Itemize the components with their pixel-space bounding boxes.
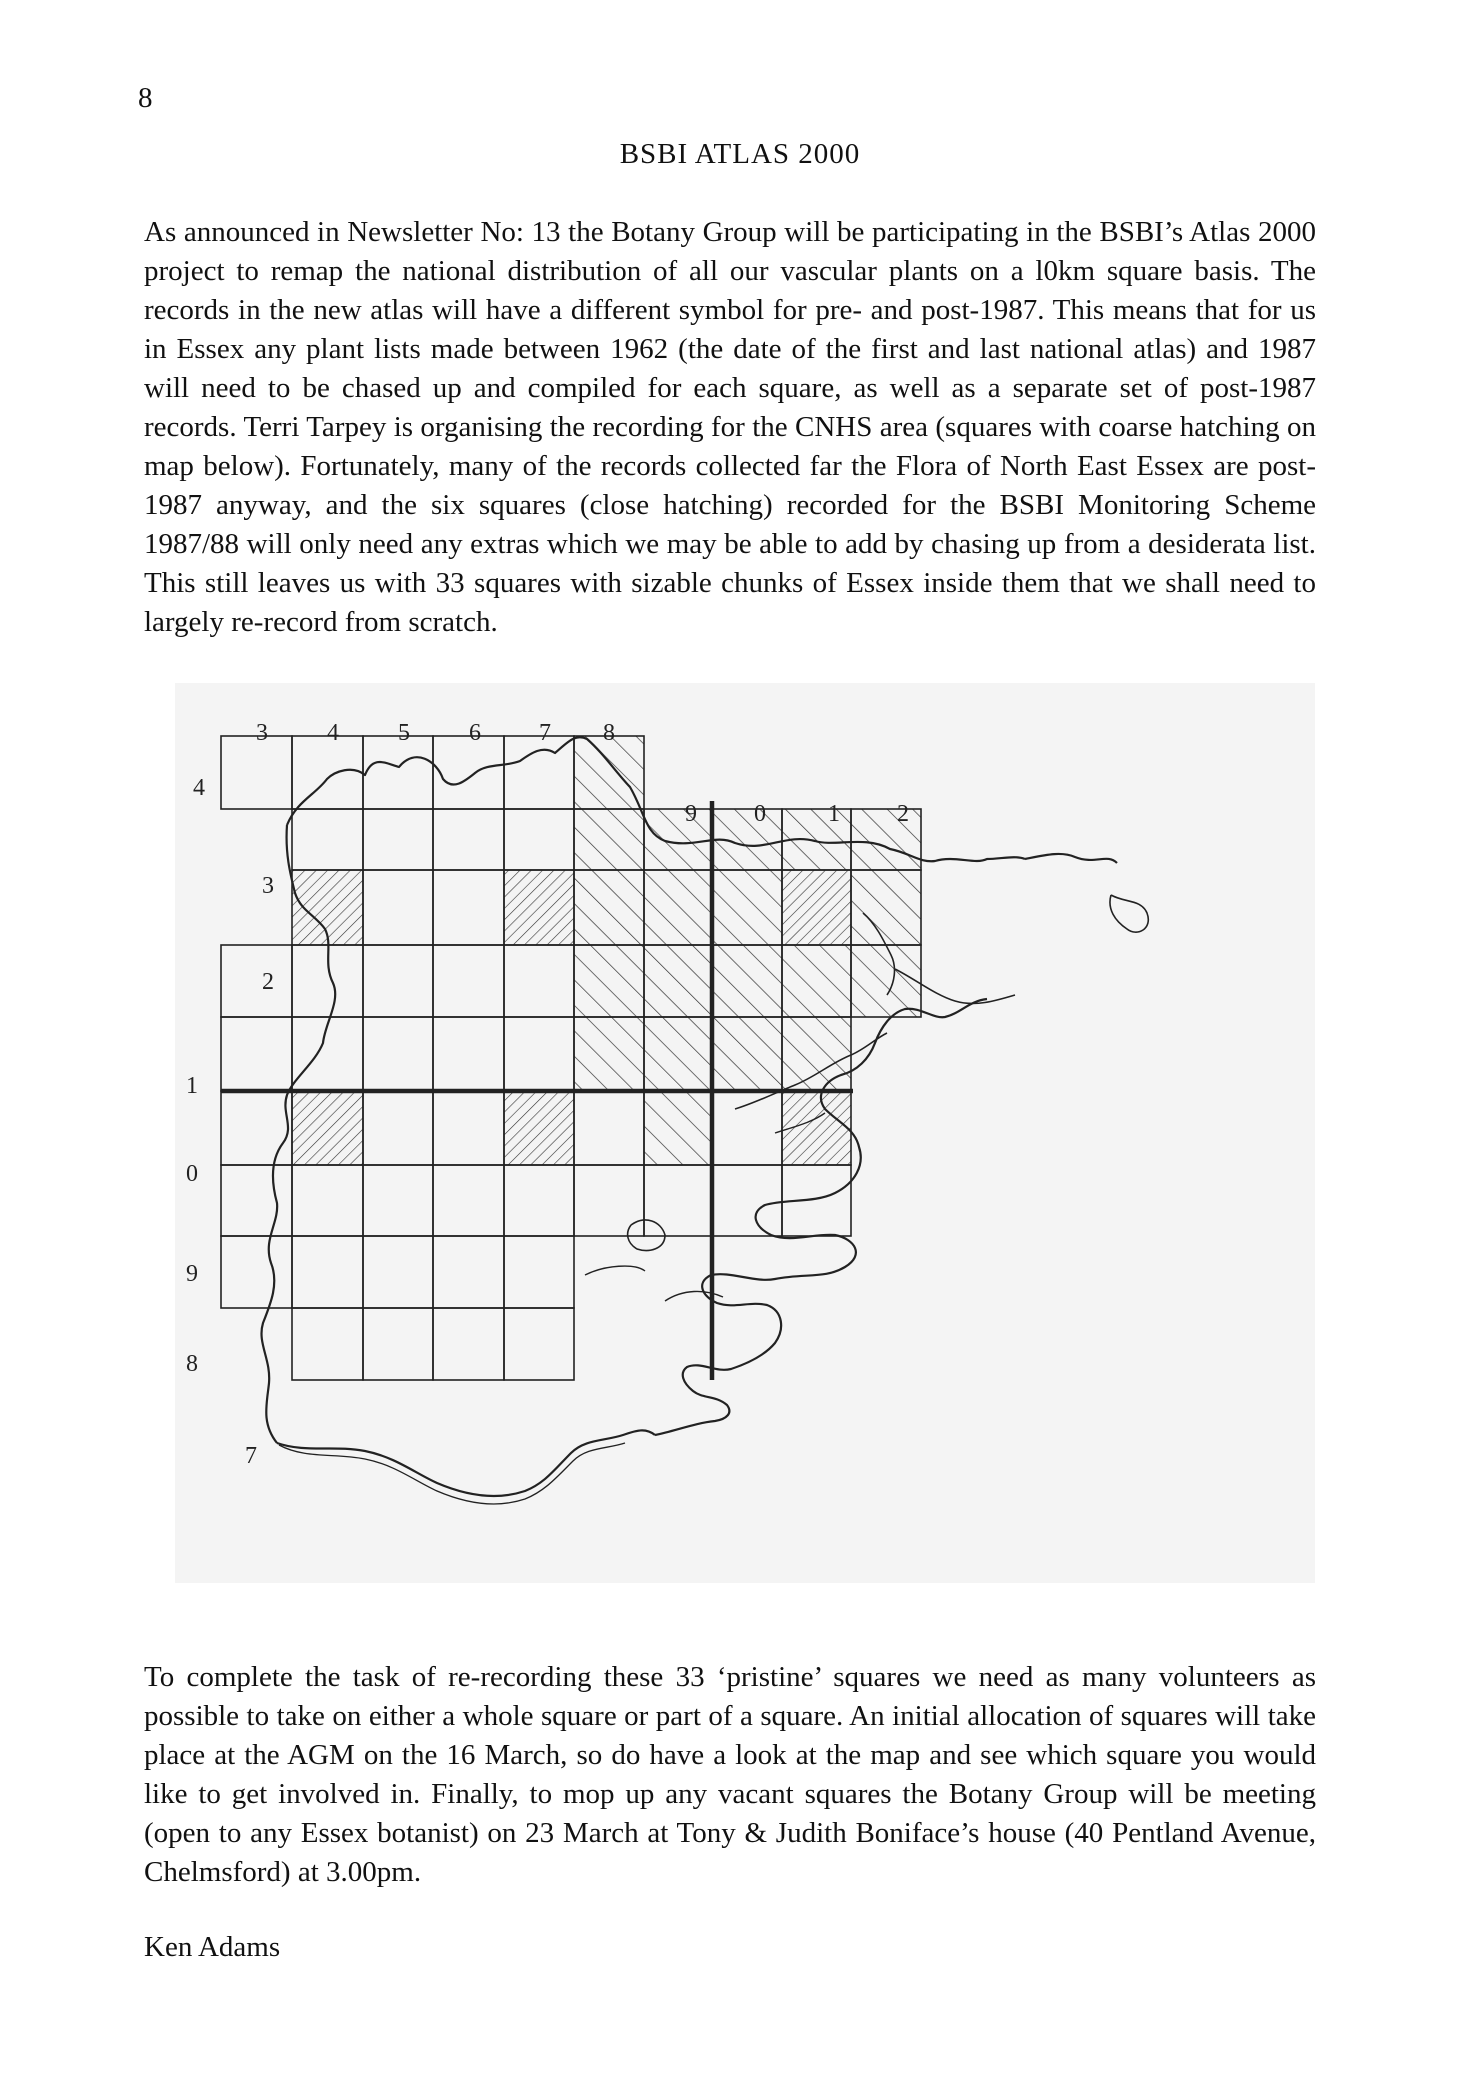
coarse-hatched-square xyxy=(712,945,782,1017)
grid-square xyxy=(363,809,433,870)
page-number: 8 xyxy=(138,82,153,114)
grid-square xyxy=(433,945,504,1017)
grid-square xyxy=(574,1165,644,1236)
col-label-3: 3 xyxy=(256,720,268,746)
row-label-4: 4 xyxy=(193,775,205,801)
grid-square xyxy=(504,1308,574,1380)
grid-square xyxy=(433,1017,504,1091)
coarse-hatched-square xyxy=(574,945,644,1017)
grid-square xyxy=(363,1236,433,1308)
grid-square xyxy=(433,1091,504,1165)
grid-square xyxy=(574,1091,644,1165)
grid-square xyxy=(363,736,433,809)
col-label-5: 5 xyxy=(398,720,410,746)
coarse-hatched-square xyxy=(644,945,712,1017)
grid-square xyxy=(433,870,504,945)
col-label-4: 4 xyxy=(327,720,339,746)
row-label-0: 0 xyxy=(186,1161,198,1187)
volunteer-paragraph: To complete the task of re-recording these 33 ‘pristine’ squares we need as many volunteers as possible to take on either a whole square or part of a square. An initial allocation of squares will take place at the AGM on the 16 March, so do have a look at the map and see which square you would like to get involved in. Finally, to mop up any vacant squares the Botany Group will be meeting (open to any Essex botanist) on 23 March at Tony & Judith Boniface’s house (40 Pentland Avenue, Chelmsford) at 3.00pm. xyxy=(144,1661,1316,1888)
grid-square xyxy=(433,809,504,870)
grid-square xyxy=(433,1165,504,1236)
grid-square xyxy=(221,1236,292,1308)
col-label-0: 0 xyxy=(754,801,766,827)
row-label-1: 1 xyxy=(186,1073,198,1099)
coarse-hatched-square xyxy=(574,1017,644,1091)
coarse-hatched-square xyxy=(782,945,851,1017)
grid-square-map xyxy=(175,683,1315,1583)
page-title: BSBI ATLAS 2000 xyxy=(619,138,861,170)
col-label-1: 1 xyxy=(828,801,840,827)
coarse-hatched-square xyxy=(574,870,644,945)
grid-square xyxy=(363,945,433,1017)
grid-square xyxy=(644,1165,712,1236)
grid-square xyxy=(504,809,574,870)
grid-square xyxy=(363,1308,433,1380)
close-hatched-square xyxy=(782,870,851,945)
grid-square xyxy=(712,1165,782,1236)
grid-square xyxy=(504,1165,574,1236)
coarse-hatched-square xyxy=(644,809,712,870)
grid-square xyxy=(221,1017,292,1091)
row-label-2: 2 xyxy=(262,969,274,995)
col-label-8: 8 xyxy=(603,720,615,746)
coarse-hatched-square xyxy=(574,809,644,870)
grid-square xyxy=(292,736,363,809)
grid-square xyxy=(504,945,574,1017)
col-label-9: 9 xyxy=(685,801,697,827)
grid-square xyxy=(221,945,292,1017)
grid-square xyxy=(504,1017,574,1091)
grid-square xyxy=(363,870,433,945)
grid-square xyxy=(504,1236,574,1308)
grid-square xyxy=(221,1165,292,1236)
grid-square xyxy=(363,1091,433,1165)
grid-square xyxy=(292,1308,363,1380)
col-label-2: 2 xyxy=(897,801,909,827)
grid-square xyxy=(433,1308,504,1380)
row-label-9: 9 xyxy=(186,1261,198,1287)
coarse-hatched-square xyxy=(851,809,921,870)
grid-square xyxy=(712,1091,782,1165)
col-label-7: 7 xyxy=(539,720,551,746)
col-label-6: 6 xyxy=(469,720,481,746)
row-label-3: 3 xyxy=(262,873,274,899)
coarse-hatched-square xyxy=(644,1017,712,1091)
coarse-hatched-square xyxy=(851,870,921,945)
coarse-hatched-square xyxy=(782,1017,851,1091)
coarse-hatched-square xyxy=(644,1091,712,1165)
coarse-hatched-square xyxy=(644,870,712,945)
coarse-hatched-square xyxy=(712,1017,782,1091)
grid-square xyxy=(221,736,292,809)
close-hatched-square xyxy=(504,870,574,945)
grid-square xyxy=(292,1165,363,1236)
grid-square xyxy=(292,1236,363,1308)
row-label-7: 7 xyxy=(245,1443,257,1469)
grid-square xyxy=(433,1236,504,1308)
author-signature: Ken Adams xyxy=(144,1931,281,1963)
map-svg xyxy=(175,683,1315,1583)
coarse-hatched-square xyxy=(851,945,921,1017)
grid-square xyxy=(292,809,363,870)
row-label-8: 8 xyxy=(186,1351,198,1377)
grid-square xyxy=(363,1017,433,1091)
close-hatched-square xyxy=(504,1091,574,1165)
grid-square xyxy=(363,1165,433,1236)
hatching-layer xyxy=(292,736,921,1165)
grid-square xyxy=(221,1091,292,1165)
coarse-hatched-square xyxy=(712,870,782,945)
coarse-hatched-square xyxy=(574,736,644,809)
close-hatched-square xyxy=(292,1091,363,1165)
grid-square xyxy=(433,736,504,809)
intro-paragraph: As announced in Newsletter No: 13 the Botany Group will be participating in the BSBI’s Atlas 2000 project to remap the national distribution of all our vascular plants on a l0km square basis. The records in the new atlas will have a different symbol for pre- and post-1987. This means that for us in Essex any plant lists made between 1962 (the date of the first and last national atlas) and 1987 will need to be chased up and compiled for each square, as well as a separate set of post-1987 records. Terri Tarpey is organising the recording for the CNHS area (squares with coarse hatching on map below). Fortunately, many of the records collected far the Flora of North East Essex are post-1987 anyway, and the six squares (close hatching) recorded for the BSBI Monitoring Scheme 1987/88 will only need any extras which we may be able to add by chasing up from a desiderata list. This still leaves us with 33 squares with sizable chunks of Essex inside them that we shall need to largely re-record from scratch. xyxy=(144,216,1316,638)
